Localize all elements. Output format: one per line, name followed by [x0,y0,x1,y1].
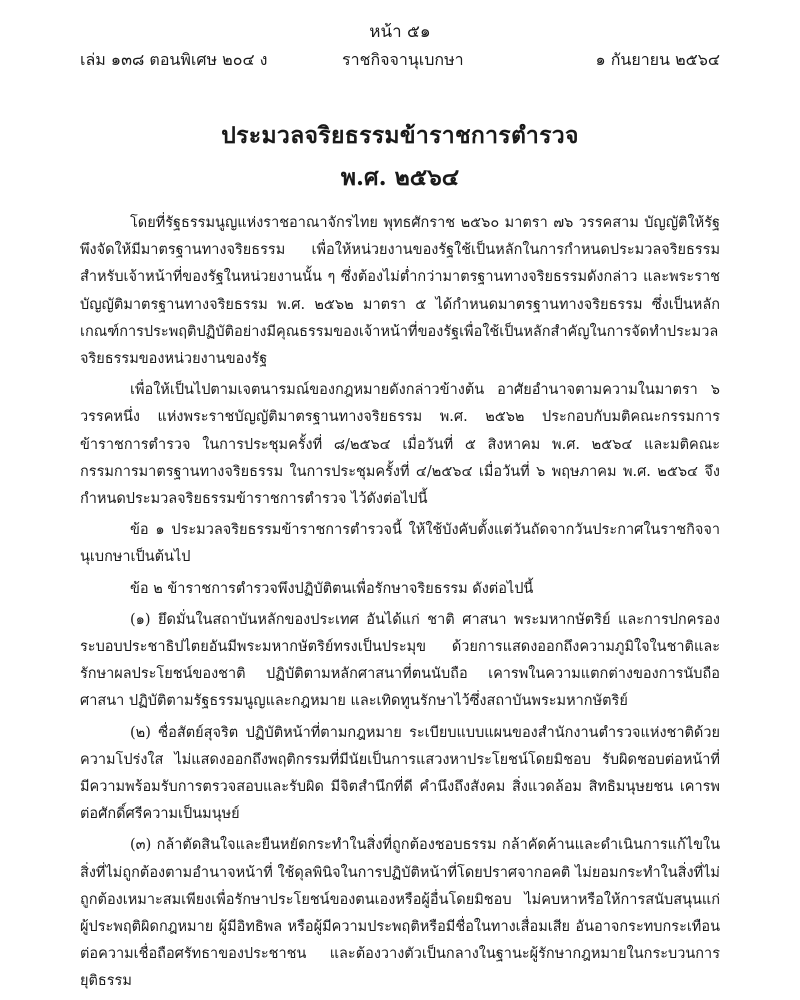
clause-2-item-1: (๑) ยึดมั่นในสถาบันหลักของประเทศ อันได้แก่ ชาติ ศาสนา พระมหากษัตริย์ และการปกครองระบอบประชาธิปไตยอันมีพระมหากษัตริย์ทรงเป็นประมุข ด้วยการแสดงออกถึงความภูมิใจในชาติและรักษาผลประโยชน์ของชาติ ปฏิบัติตามหลักศาสนาที่ตนนับถือ เคารพในความแตกต่างของการนับถือศาสนา ปฏิบัติตามรัฐธรรมนูญและกฎหมาย และเทิดทูนรักษาไว้ซึ่งสถาบันพระมหากษัตริย์ [80,611,720,710]
document-year: พ.ศ. ๒๕๖๔ [340,164,460,191]
page-number: หน้า ๕๑ [369,22,431,42]
document-title: ประมวลจริยธรรมข้าราชการตำรวจ [221,122,579,149]
clause-2: ข้อ ๒ ข้าราชการตำรวจพึงปฏิบัติตนเพื่อรักษาจริยธรรม ดังต่อไปนี้ [130,580,534,597]
clause-2-item-3: (๓) กล้าตัดสินใจและยืนหยัดกระทำในสิ่งที่ถูกต้องชอบธรรม กล้าคัดค้านและดำเนินการแก้ไขในสิ่งที่ไม่ถูกต้องตามอำนาจหน้าที่ ใช้ดุลพินิจในการปฏิบัติหน้าที่โดยปราศจากอคติ ไม่ยอมกระทำในสิ่งที่ไม่ถูกต้องเหมาะสมเพียงเพื่อรักษาประโยชน์ของตนเองหรือผู้อื่นโดยมิชอบ ไม่คบหาหรือให้การสนับสนุนแก่ผู้ประพฤติผิดกฎหมาย ผู้มีอิทธิพล หรือผู้มีความประพฤติหรือมีชื่อในทางเสื่อมเสีย อันอาจกระทบกระเทือนต่อความเชื่อถือศรัทธาของประชาชน และต้องวางตัวเป็นกลางในฐานะผู้รักษากฎหมายในกระบวนการยุติธรรม [80,837,720,990]
preamble-paragraph: โดยที่รัฐธรรมนูญแห่งราชอาณาจักรไทย พุทธศักราช ๒๕๖๐ มาตรา ๗๖ วรรคสาม บัญญัติให้รัฐพึงจัดให้มีมาตรฐานทางจริยธรรม เพื่อให้หน่วยงานของรัฐใช้เป็นหลักในการกำหนดประมวลจริยธรรมสำหรับเจ้าหน้าที่ของรัฐในหน่วยงานนั้น ๆ ซึ่งต้องไม่ต่ำกว่ามาตรฐานทางจริยธรรมดังกล่าว และพระราชบัญญัติมาตรฐานทางจริยธรรม พ.ศ. ๒๕๖๒ มาตรา ๕ ได้กำหนดมาตรฐานทางจริยธรรม ซึ่งเป็นหลักเกณฑ์การประพฤติปฏิบัติอย่างมีคุณธรรมของเจ้าหน้าที่ของรัฐเพื่อใช้เป็นหลักสำคัญในการจัดทำประมวลจริยธรรมของหน่วยงานของรัฐ [80,215,720,368]
publication-date: ๑ กันยายน ๒๕๖๔ [595,50,720,69]
clause-2-item-2: (๒) ซื่อสัตย์สุจริต ปฏิบัติหน้าที่ตามกฎหมาย ระเบียบแบบแผนของสำนักงานตำรวจแห่งชาติด้วยความโปร่งใส ไม่แสดงออกถึงพฤติกรรมที่มีนัยเป็นการแสวงหาประโยชน์โดยมิชอบ รับผิดชอบต่อหน้าที่ มีความพร้อมรับการตรวจสอบและรับผิด มีจิตสำนึกที่ดี คำนึงถึงสังคม สิ่งแวดล้อม สิทธิมนุษยชน เคารพต่อศักดิ์ศรีความเป็นมนุษย์ [80,724,720,823]
authority-paragraph: เพื่อให้เป็นไปตามเจตนารมณ์ของกฎหมายดังกล่าวข้างต้น อาศัยอำนาจตามความในมาตรา ๖ วรรคหนึ่ง แห่งพระราชบัญญัติมาตรฐานทางจริยธรรม พ.ศ. ๒๕๖๒ ประกอบกับมติคณะกรรมการข้าราชการตำรวจ ในการประชุมครั้งที่ ๘/๒๕๖๔ เมื่อวันที่ ๕ สิงหาคม พ.ศ. ๒๕๖๔ และมติคณะกรรมการมาตรฐานทางจริยธรรม ในการประชุมครั้งที่ ๔/๒๕๖๔ เมื่อวันที่ ๖ พฤษภาคม พ.ศ. ๒๕๖๔ จึงกำหนดประมวลจริยธรรมข้าราชการตำรวจ ไว้ดังต่อไปนี้ [80,382,720,508]
clause-1: ข้อ ๑ ประมวลจริยธรรมข้าราชการตำรวจนี้ ให้ใช้บังคับตั้งแต่วันถัดจากวันประกาศในราชกิจจานุเบกษาเป็นต้นไป [80,522,720,566]
document-body [80,210,720,996]
volume-issue: เล่ม ๑๓๘ ตอนพิเศษ ๒๐๔ ง [80,50,268,69]
gazette-name: ราชกิจจานุเบกษา [342,50,464,69]
